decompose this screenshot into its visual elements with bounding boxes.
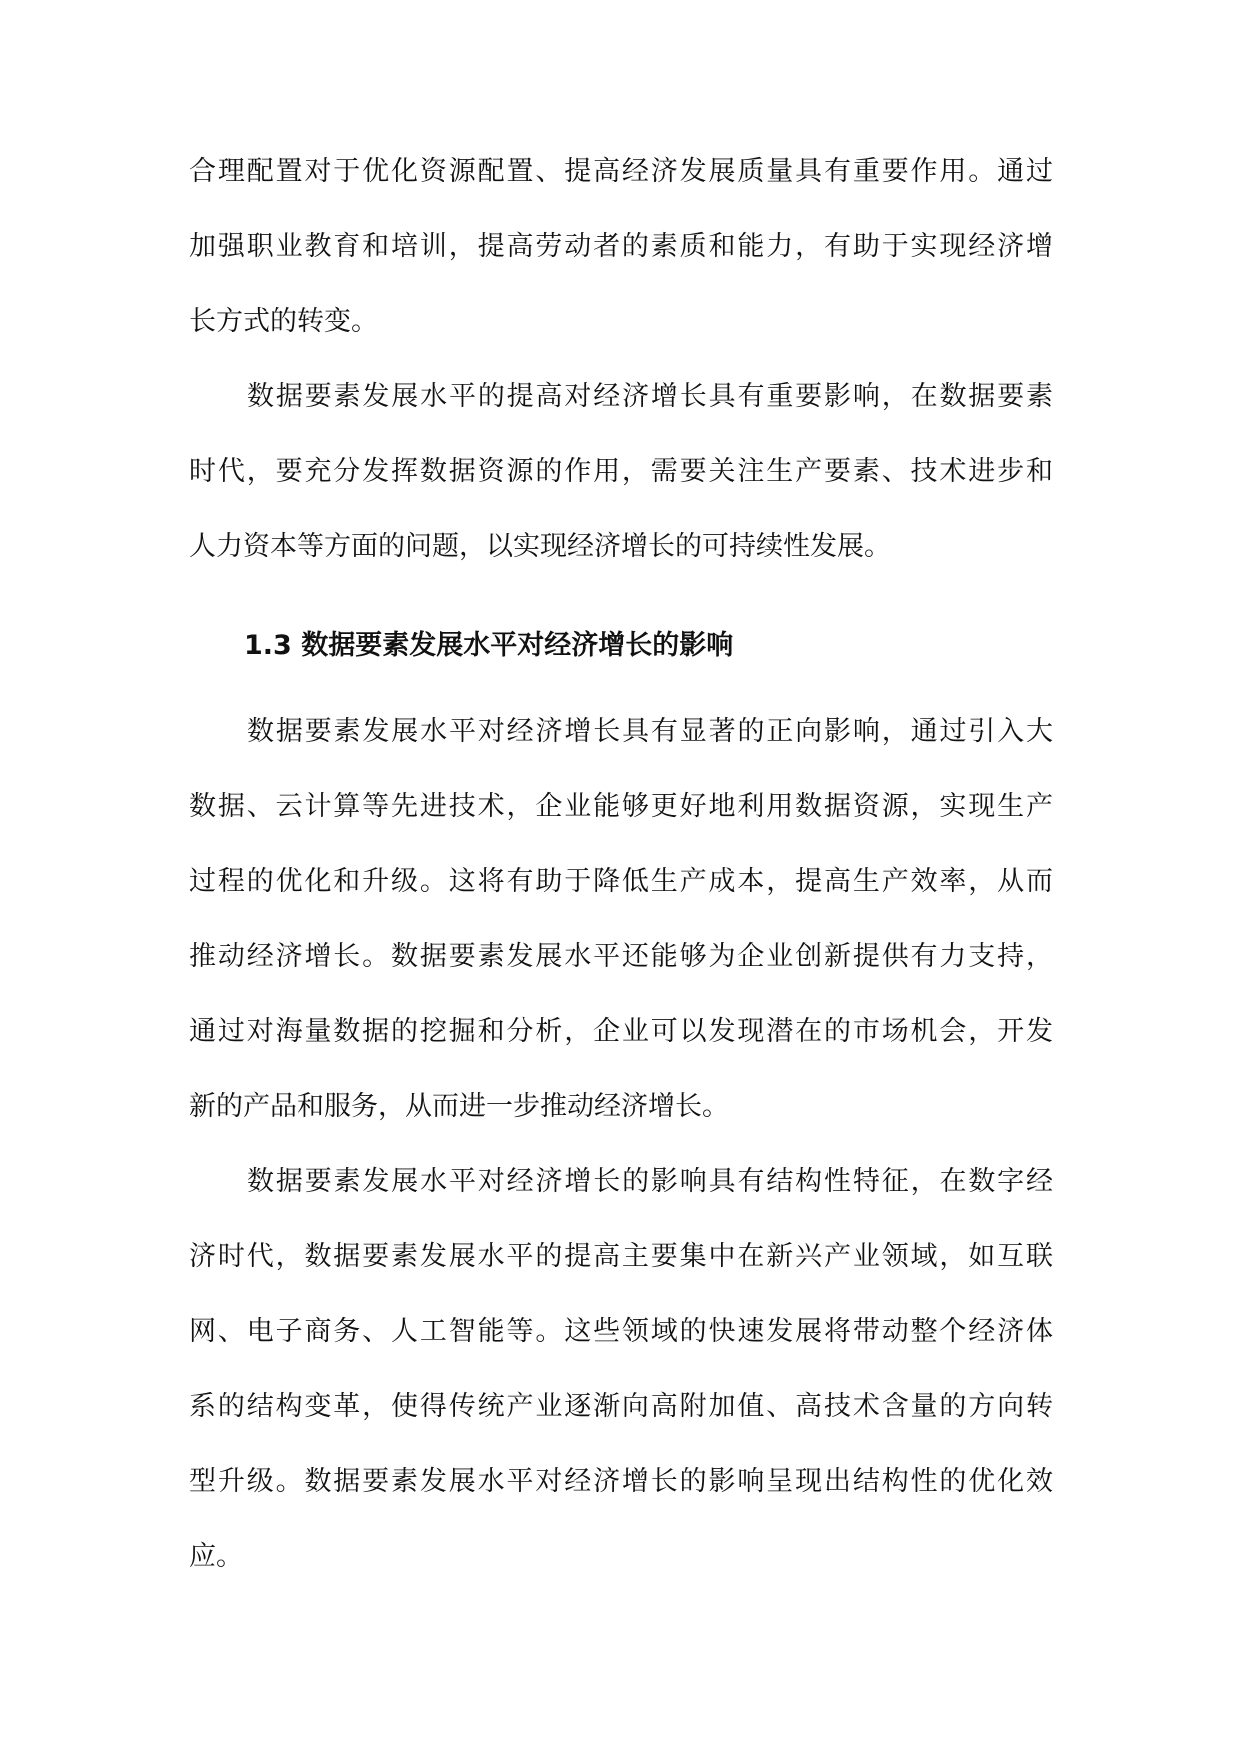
section-heading: 1.3 数据要素发展水平对经济增长的影响: [244, 630, 734, 661]
paragraph-3-line-3: 过程的优化和升级。这将有助于降低生产成本，提高生产效率，从而: [189, 866, 1053, 897]
paragraph-4-line-3: 网、电子商务、人工智能等。这些领域的快速发展将带动整个经济体: [189, 1316, 1053, 1347]
paragraph-3-line-1: 数据要素发展水平对经济增长具有显著的正向影响，通过引入大: [247, 716, 1053, 747]
paragraph-3-line-4: 推动经济增长。数据要素发展水平还能够为企业创新提供有力支持，: [189, 941, 1053, 972]
paragraph-2-line-2: 时代，要充分发挥数据资源的作用，需要关注生产要素、技术进步和: [189, 456, 1053, 487]
paragraph-4-line-1: 数据要素发展水平对经济增长的影响具有结构性特征，在数字经: [247, 1166, 1053, 1197]
paragraph-4-line-6: 应。: [189, 1541, 243, 1572]
paragraph-1-line-2: 加强职业教育和培训，提高劳动者的素质和能力，有助于实现经济增: [189, 231, 1053, 262]
paragraph-2-line-1: 数据要素发展水平的提高对经济增长具有重要影响，在数据要素: [247, 381, 1053, 412]
paragraph-3-line-2: 数据、云计算等先进技术，企业能够更好地利用数据资源，实现生产: [189, 791, 1053, 822]
paragraph-1-line-1: 合理配置对于优化资源配置、提高经济发展质量具有重要作用。通过: [189, 156, 1053, 187]
paragraph-4-line-2: 济时代，数据要素发展水平的提高主要集中在新兴产业领域，如互联: [189, 1241, 1053, 1272]
paragraph-3-line-5: 通过对海量数据的挖掘和分析，企业可以发现潜在的市场机会，开发: [189, 1016, 1053, 1047]
paragraph-4-line-4: 系的结构变革，使得传统产业逐渐向高附加值、高技术含量的方向转: [189, 1391, 1053, 1422]
paragraph-1-line-3: 长方式的转变。: [189, 306, 378, 337]
paragraph-2-line-3: 人力资本等方面的问题，以实现经济增长的可持续性发展。: [189, 531, 891, 562]
paragraph-4-line-5: 型升级。数据要素发展水平对经济增长的影响呈现出结构性的优化效: [189, 1466, 1053, 1497]
paragraph-3-line-6: 新的产品和服务，从而进一步推动经济增长。: [189, 1091, 729, 1122]
